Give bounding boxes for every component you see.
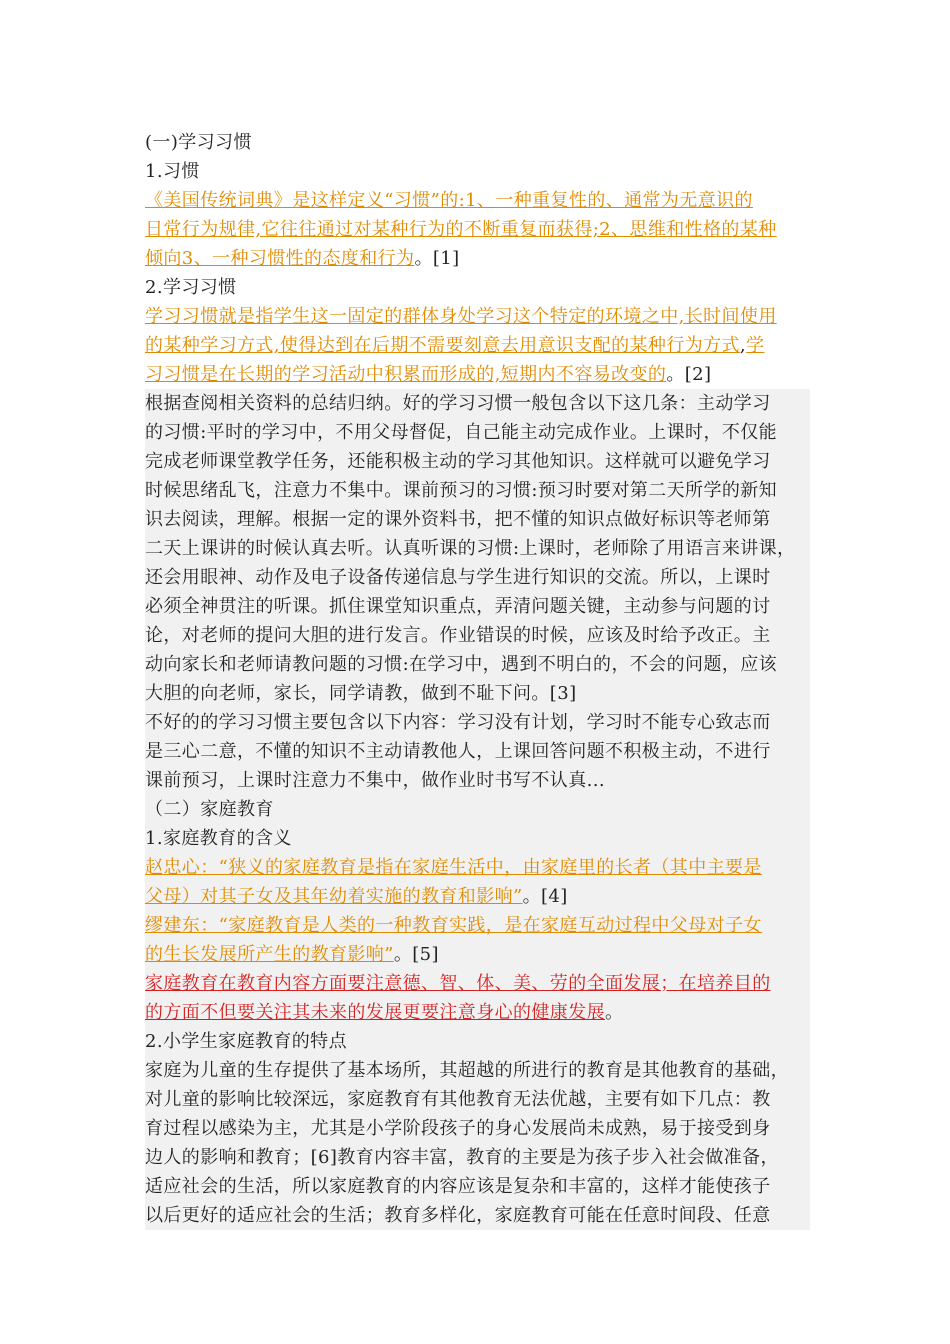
text-run: 以后更好的适应社会的生活；教育多样化，家庭教育可能在任意时间段、任意	[145, 1205, 771, 1226]
text-line	[145, 911, 810, 940]
text-line	[145, 998, 810, 1027]
text-run: 完成老师课堂教学任务，还能积极主动的学习其他知识。这样就可以避免学习	[145, 451, 771, 472]
text-run: 还会用眼神、动作及电子设备传递信息与学生进行知识的交流。所以，上课时	[145, 567, 771, 588]
text-run: 。[1]	[414, 248, 460, 269]
orange-highlight-run: 缪建东：“家庭教育是人类的一种教育实践，是在家庭互动过程中父母对子女	[145, 915, 762, 936]
orange-highlight-run: 学习习惯就是指学生这一固定的群体身处学习这个特定的环境之中,长时间使用	[145, 306, 777, 327]
text-line	[145, 621, 810, 650]
text-line	[145, 795, 810, 824]
text-run: 边人的影响和教育；[6]教育内容丰富，教育的主要是为孩子步入社会做准备，	[145, 1147, 779, 1168]
text-line	[145, 186, 810, 215]
orange-highlight-run: 倾向3、一种习惯性的态度和行为	[145, 248, 415, 269]
text-line	[145, 244, 810, 273]
text-run: 。[5]	[393, 944, 439, 965]
text-line	[145, 679, 810, 708]
text-run: 。[4]	[522, 886, 568, 907]
text-line	[145, 534, 810, 563]
document-body	[145, 128, 810, 1230]
text-line	[145, 157, 810, 186]
text-run: 是三心二意，不懂的知识不主动请教他人，上课回答问题不积极主动，不进行	[145, 741, 771, 762]
text-line	[145, 273, 810, 302]
orange-highlight-run: 的生长发展所产生的教育影响”	[145, 944, 394, 965]
text-run: 对儿童的影响比较深远，家庭教育有其他教育无法优越，主要有如下几点：教	[145, 1089, 771, 1110]
text-line	[145, 592, 810, 621]
text-run: 。	[605, 1002, 624, 1023]
orange-highlight-run: 的某种学习方式,使得达到在后期不需要刻意去用意识支配的某种行为方式	[145, 335, 740, 356]
text-line	[145, 1027, 810, 1056]
text-line	[145, 708, 810, 737]
text-line	[145, 1172, 810, 1201]
text-run: 识去阅读，理解。根据一定的课外资料书，把不懂的知识点做好标识等老师第	[145, 509, 771, 530]
text-line	[145, 389, 810, 418]
text-run: 根据查阅相关资料的总结归纳。好的学习习惯一般包含以下这几条：主动学习	[145, 393, 771, 414]
text-line	[145, 418, 810, 447]
text-run: 论，对老师的提问大胆的进行发言。作业错误的时候，应该及时给予改正。主	[145, 625, 771, 646]
text-line	[145, 331, 810, 360]
text-line	[145, 128, 810, 157]
text-line	[145, 447, 810, 476]
text-run: 大胆的向老师，家长，同学请教，做到不耻下问。[3]	[145, 683, 577, 704]
text-run: ,	[739, 335, 747, 356]
text-line	[145, 882, 810, 911]
text-line	[145, 1085, 810, 1114]
text-line	[145, 505, 810, 534]
orange-highlight-run: 习习惯是在长期的学习活动中积累而形成的,短期内不容易改变的	[145, 364, 667, 385]
red-highlight-run: 的方面不但要关注其未来的发展更要注意身心的健康发展	[145, 1002, 605, 1023]
red-highlight-run: 家庭教育在教育内容方面要注意德、智、体、美、劳的全面发展；在培养目的	[145, 973, 771, 994]
text-line	[145, 215, 810, 244]
orange-highlight-run: 父母）对其子女及其年幼着实施的教育和影响”	[145, 886, 523, 907]
orange-highlight-run: 《美国传统词典》是这样定义“习惯”的:1、一种重复性的、通常为无意识的	[145, 190, 753, 211]
text-line	[145, 940, 810, 969]
text-run: 2.学习习惯	[145, 277, 237, 298]
text-run: 必须全神贯注的听课。抓住课堂知识重点，弄清问题关键，主动参与问题的讨	[145, 596, 771, 617]
text-line	[145, 1201, 810, 1230]
text-run: (一)学习习惯	[145, 132, 252, 153]
text-line	[145, 1114, 810, 1143]
text-line	[145, 969, 810, 998]
text-line	[145, 1056, 810, 1085]
text-run: 动向家长和老师请教问题的习惯:在学习中，遇到不明白的，不会的问题，应该	[145, 654, 778, 675]
orange-highlight-run: 学	[746, 335, 765, 356]
text-line	[145, 766, 810, 795]
text-line	[145, 563, 810, 592]
orange-highlight-run: 赵忠心：“狭义的家庭教育是指在家庭生活中，由家庭里的长者（其中主要是	[145, 857, 762, 878]
text-run: 育过程以感染为主，尤其是小学阶段孩子的身心发展尚未成熟，易于接受到身	[145, 1118, 771, 1139]
text-line	[145, 1143, 810, 1172]
text-line	[145, 476, 810, 505]
text-run: 二天上课讲的时候认真去听。认真听课的习惯:上课时，老师除了用语言来讲课，	[145, 538, 796, 559]
text-run: 适应社会的生活，所以家庭教育的内容应该是复杂和丰富的，这样才能使孩子	[145, 1176, 771, 1197]
text-run: 家庭为儿童的生存提供了基本场所，其超越的所进行的教育是其他教育的基础，	[145, 1060, 789, 1081]
text-run: 1.习惯	[145, 161, 200, 182]
text-run: 1.家庭教育的含义	[145, 828, 292, 849]
text-run: 课前预习，上课时注意力不集中，做作业时书写不认真...	[145, 770, 605, 791]
text-line	[145, 650, 810, 679]
text-run: （二）家庭教育	[145, 799, 274, 820]
text-run: 时候思绪乱飞，注意力不集中。课前预习的习惯:预习时要对第二天所学的新知	[145, 480, 778, 501]
text-run: 的习惯:平时的学习中，不用父母督促，自己能主动完成作业。上课时，不仅能	[145, 422, 778, 443]
text-run: 不好的的学习习惯主要包含以下内容：学习没有计划，学习时不能专心致志而	[145, 712, 771, 733]
text-line	[145, 853, 810, 882]
text-line	[145, 824, 810, 853]
text-line	[145, 302, 810, 331]
text-run: 。[2]	[666, 364, 712, 385]
text-line	[145, 737, 810, 766]
text-run: 2.小学生家庭教育的特点	[145, 1031, 347, 1052]
text-line	[145, 360, 810, 389]
orange-highlight-run: 日常行为规律,它往往通过对某种行为的不断重复而获得;2、思维和性格的某种	[145, 219, 777, 240]
